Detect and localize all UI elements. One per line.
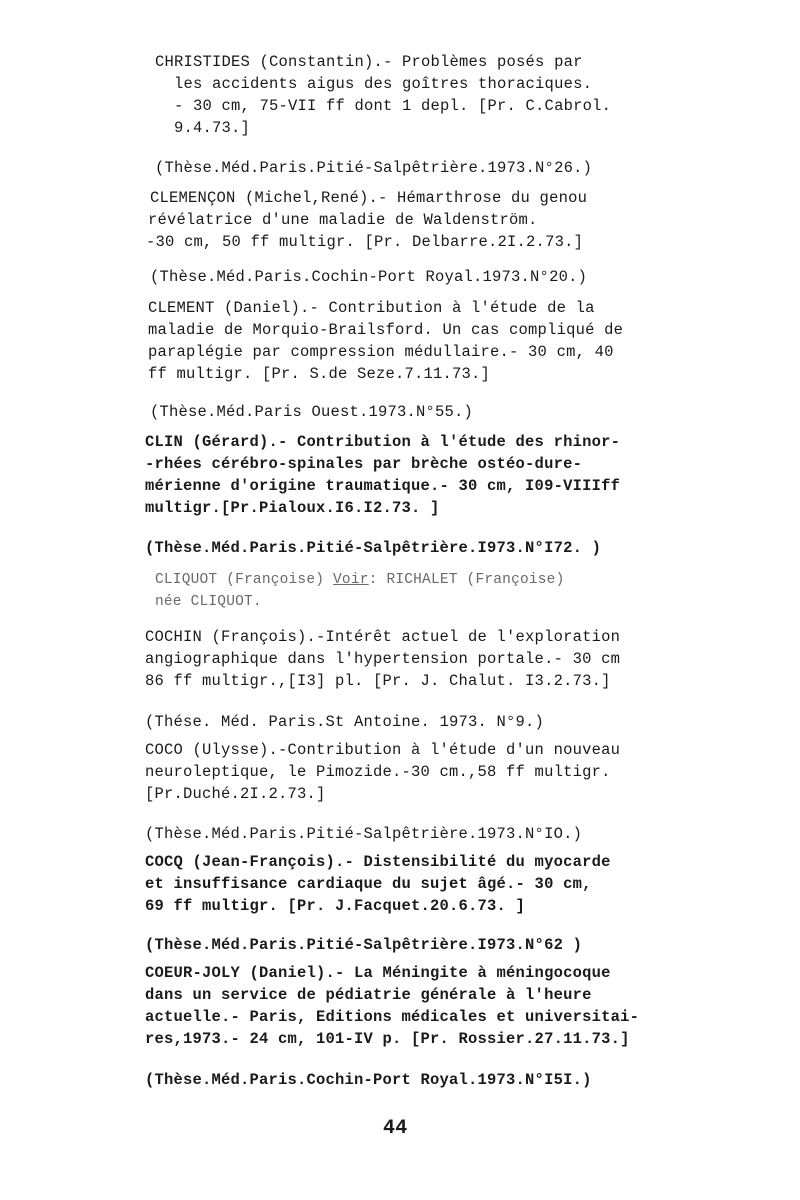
entry-line: les accidents aigus des goîtres thoraciques. [155,75,593,93]
entry-line: CLIN (Gérard).- Contribution à l'étude des rhinor- [145,433,621,451]
entry-source: (Thèse.Méd.Paris.Pitié-Salpêtrière.I973.N°62 ) [145,936,583,954]
entry-line: mérienne d'origine traumatique.- 30 cm, I09-VIIIff [145,477,621,495]
page-number: 44 [383,1117,408,1140]
entry-source: (Thèse.Méd.Paris.Cochin-Port Royal.1973.N°20.) [150,268,588,286]
see-reference-target: : RICHALET (Françoise) [368,572,565,588]
entry-line: multigr.[Pr.Pialoux.I6.I2.73. ] [145,499,440,517]
entry-line: neuroleptique, le Pimozide.-30 cm.,58 ff multigr. [145,763,611,781]
entry-line: COCO (Ulysse).-Contribution à l'étude d'un nouveau [145,741,621,759]
entry-line: COCQ (Jean-François).- Distensibilité du myocarde [145,853,611,871]
entry-line: COCHIN (François).-Intérêt actuel de l'exploration [145,628,621,646]
entry-line: révélatrice d'une maladie de Waldenström. [148,211,538,229]
entry-line: - 30 cm, 75-VII ff dont 1 depl. [Pr. C.Cabrol. [155,97,612,115]
entry-line: 69 ff multigr. [Pr. J.Facquet.20.6.73. ] [145,897,526,915]
entry-line: et insuffisance cardiaque du sujet âgé.- 30 cm, [145,875,592,893]
entry-source: (Thèse.Méd.Paris.Pitié-Salpêtrière.I973.N°I72. ) [145,539,602,557]
entry-source: (Thèse.Méd.Paris.Pitié-Salpêtrière.1973.N°26.) [155,159,593,177]
see-reference-line [155,570,564,590]
entry-line: -30 cm, 50 ff multigr. [Pr. Delbarre.2I.2.73.] [146,233,584,251]
entry-source: (Thèse.Méd.Paris.Pitié-Salpêtrière.1973.N°IO.) [145,825,583,843]
entry-line: COEUR-JOLY (Daniel).- La Méningite à méningocoque [145,964,611,982]
entry-line: 9.4.73.] [155,119,251,137]
entry-line: -rhées cérébro-spinales par brèche ostéo-dure- [145,455,583,473]
entry-line: maladie de Morquio-Brailsford. Un cas compliqué de [148,321,624,339]
see-reference-voir: Voir [333,572,369,588]
entry-line: res,1973.- 24 cm, 101-IV p. [Pr. Rossier.27.11.73.] [145,1030,630,1048]
entry-line: CHRISTIDES (Constantin).- Problèmes posés par [155,53,583,71]
entry-source: (Thése. Méd. Paris.St Antoine. 1973. N°9.) [145,713,545,731]
entry-line: CLEMENÇON (Michel,René).- Hémarthrose du genou [150,189,588,207]
entry-source: (Thèse.Méd.Paris.Cochin-Port Royal.1973.N°I5I.) [145,1071,592,1089]
entry-line: dans un service de pédiatrie générale à l'heure [145,986,592,1004]
entry-line: angiographique dans l'hypertension portale.- 30 cm [145,650,621,668]
entry-line: 86 ff multigr.,[I3] pl. [Pr. J. Chalut. I3.2.73.] [145,672,611,690]
entry-line: ff multigr. [Pr. S.de Seze.7.11.73.] [148,365,491,383]
entry-line: CLEMENT (Daniel).- Contribution à l'étude de la [148,299,595,317]
entry-line: paraplégie par compression médullaire.- 30 cm, 40 [148,343,614,361]
entry-source: (Thèse.Méd.Paris Ouest.1973.N°55.) [150,403,474,421]
see-reference-line: née CLIQUOT. [155,594,262,610]
entry-line: actuelle.- Paris, Editions médicales et universitai- [145,1008,640,1026]
see-reference-name: CLIQUOT (Françoise) [155,572,334,588]
entry-line: [Pr.Duché.2I.2.73.] [145,785,326,803]
